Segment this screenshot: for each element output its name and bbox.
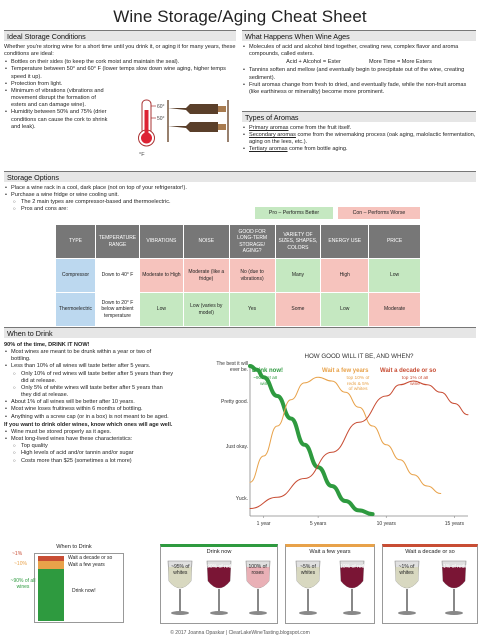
wine-glass (202, 559, 236, 617)
table-header: TEMPERATURE RANGE (95, 225, 139, 259)
bars-label-decade: Wait a decade or so (68, 555, 113, 561)
wine-glass (291, 559, 325, 617)
aging-formulas (242, 58, 476, 67)
aging-item: • Tannins soften and mellow (and eventually begin to precipitate out of the wine, creating sediment). (242, 67, 476, 81)
y-tick-label-box (212, 361, 248, 375)
bars-pct-10: ~10% (14, 561, 27, 567)
ideal-item: • Humidity between 50% and 75% (drier conditions can cause the cork to shrink and leak). (4, 109, 116, 130)
drink-item: • Most wines are meant to be drunk within a year or two of bottling. (4, 349, 154, 363)
drink-subitem: ○ Top quality (4, 443, 210, 450)
table-cell: Many (275, 259, 321, 293)
table-header: GOOD FOR LONG-TERM STORAGE/ AGING? (229, 225, 275, 259)
drink-item: • Anything with a screw cap (or in a box) is not meant to be aged. (4, 414, 204, 421)
glass-label: 100% of roses (248, 564, 267, 576)
y-tick-label: The best it will ever be. (216, 361, 248, 373)
wine-glass (335, 559, 369, 617)
table-cell: Yes (229, 293, 275, 327)
y-tick-label-box (212, 496, 248, 510)
bars-label-few: Wait a few years (68, 562, 105, 568)
chart-annotation: Wait a decade or so (380, 368, 437, 374)
glass-label: ~5% of whites (300, 564, 316, 576)
table-row-label: Compressor (56, 259, 96, 293)
chart-title: HOW GOOD WILL IT BE, AND WHEN? (304, 353, 414, 360)
drink-item: • About 1% of all wines will be better after 10 years. (4, 399, 210, 406)
when-to-drink-bars (4, 544, 126, 624)
section-heading-aromas: Types of Aromas (242, 111, 476, 122)
aging-curve-chart (212, 340, 478, 540)
drink-lead-2: If you want to drink older wines, know which ones will age well. (4, 421, 173, 428)
wine-glass (390, 559, 424, 617)
aromas-section (242, 125, 476, 154)
wine-glass (163, 559, 197, 617)
table-cell: Low (139, 293, 183, 327)
table-header: VARIETY OF SIZES, SHAPES, COLORS (275, 225, 321, 259)
table-cell: Some (275, 293, 321, 327)
x-tick-label: 10 years (376, 521, 396, 527)
table-cell: Moderate (like a fridge) (183, 259, 229, 293)
wine-glass (437, 559, 471, 617)
bars-title: When to Drink (56, 544, 92, 550)
thermo-unit: °F (139, 152, 145, 158)
chart-annotation-box (346, 376, 370, 402)
bar-now (38, 569, 64, 621)
fridge-comparison-table (55, 224, 421, 327)
drink-item: • Less than 10% of all wines will taste better after 5 years. (4, 363, 210, 370)
table-cell: Low (321, 293, 369, 327)
table-cell: No (due to vibrations) (229, 259, 275, 293)
section-heading-drink: When to Drink (4, 327, 476, 338)
table-cell: Moderate to High (139, 259, 183, 293)
section-heading-ideal: Ideal Storage Conditions (4, 30, 236, 41)
chart-annotation-box (398, 376, 432, 402)
panel-title: Drink now (206, 549, 232, 555)
bar-few-years (38, 561, 64, 569)
drink-subitem: ○ Only 10% of red wines will taste better after 5 years than they did at release. (4, 371, 174, 385)
panel-title: Wait a few years (309, 549, 351, 555)
ideal-item: • Protection from light. (4, 81, 236, 88)
ideal-intro: Whether you're storing wine for a short time until you drink it, or aging it for many years, these conditions are ideal: (4, 44, 236, 58)
options-subitem: ○ Pros and cons are: (4, 206, 304, 213)
thermo-label-60: 60° (157, 104, 165, 110)
thermometer-bottle-illustration (128, 98, 236, 160)
aroma-item-tertiary: • Tertiary aromas come from bottle aging. (242, 146, 476, 153)
table-cell: High (321, 259, 369, 293)
drink-section (4, 342, 210, 465)
panel (382, 544, 478, 624)
y-tick-label-box (212, 444, 248, 458)
formula-ester: Acid + Alcohol = Ester (286, 59, 341, 66)
section-heading-options: Storage Options (4, 171, 476, 182)
drink-item: • Most wine loses fruitiness within 6 months of bottling. (4, 406, 210, 413)
glass-label: ~95% of whites (171, 564, 190, 576)
table-cell: Down to 20° F below ambient temperature (95, 293, 139, 327)
formula-time: More Time = More Esters (368, 59, 432, 66)
drink-subitem: ○ Costs more than $25 (sometimes a lot more) (4, 458, 210, 465)
y-tick-label-box (212, 399, 248, 413)
panel (285, 544, 375, 624)
page-title: Wine Storage/Aging Cheat Sheet (113, 7, 367, 26)
glass-label: ~1% of whites (398, 564, 415, 576)
chart-annotation: Wait a few years (322, 368, 369, 374)
bars-pct-90: ~90% of all wines (10, 578, 36, 591)
glass-row (286, 559, 374, 617)
aging-item: • Fruit aromas change from fresh to dried, and eventually fade, while the non-fruit aromas (like earthiness or minerality) become more prominent. (242, 82, 476, 96)
glass-label: ~90% of reds (204, 564, 234, 571)
chart-annotation: top 10% of reds & 5% of whites (346, 376, 370, 393)
glass-label: ~1% of reds (440, 564, 467, 571)
table-row (56, 293, 421, 327)
legend-con: Con – Performs Worse (338, 207, 420, 219)
glass-label: ~10% of reds (337, 564, 367, 571)
chart-annotation: top 1% of all wine (401, 376, 429, 387)
wine-glass (241, 559, 275, 617)
glass-panels (160, 542, 478, 626)
drink-item: • Most long-lived wines have these characteristics: (4, 436, 210, 443)
glass-row (161, 559, 277, 617)
table-header: ENERGY USE (321, 225, 369, 259)
aging-item: • Molecules of acid and alcohol bind together, creating new, complex flavor and aroma compounds, called esters. (242, 44, 476, 58)
options-subitem: ○ The 2 main types are compressor-based and thermoelectric. (4, 199, 304, 206)
table-header: VIBRATIONS (139, 225, 183, 259)
table-cell: Low (369, 259, 421, 293)
y-tick-label: Just okay. (225, 443, 248, 450)
y-tick-label: Pretty good. (221, 398, 248, 405)
table-header: TYPE (56, 225, 96, 259)
drink-item: • Wine must be stored properly as it ages. (4, 429, 210, 436)
ideal-item: • Minimum of vibrations (vibrations and movement disrupt the formation of esters and can damage wine). (4, 88, 104, 109)
x-tick-label: 15 years (444, 521, 464, 527)
thermo-label-50: 50° (157, 116, 165, 122)
y-tick-label: Yuck. (235, 496, 248, 502)
drink-subitem: ○ High levels of acid and/or tannin and/or sugar (4, 450, 210, 457)
aroma-item-secondary: • Secondary aromas come from the winemaking process (oak aging, malolactic fermentation, aging on the lees, etc.). (242, 132, 476, 146)
section-heading-aging: What Happens When Wine Ages (242, 30, 476, 41)
ideal-item: • Bottles on their sides (to keep the cork moist and maintain the seal). (4, 59, 236, 66)
x-tick-label: 5 years (309, 521, 327, 527)
bars-pct-1: ~1% (12, 551, 23, 557)
footer: © 2017 Joanna Opaskar | ClearLakeWineTasting.blogspot.com (170, 630, 310, 636)
table-header-row (56, 225, 421, 259)
glass-row (383, 559, 477, 617)
table-row-label: Thermoelectric (56, 293, 96, 327)
table-header: PRICE (369, 225, 421, 259)
aging-section (242, 44, 476, 96)
bars-label-now: Drink now! (72, 588, 96, 594)
ideal-item: • Temperature between 50° and 60° F (lower temps slow down wine aging, higher temps speed it up). (4, 66, 236, 80)
table-row (56, 259, 421, 293)
table-header: NOISE (183, 225, 229, 259)
table-cell: Low (varies by model) (183, 293, 229, 327)
chart-annotation: ~90% of all wine (253, 376, 277, 387)
x-tick-label: 1 year (256, 521, 271, 527)
chart-annotation-box (252, 376, 278, 402)
chart-annotation: Drink now! (252, 368, 283, 374)
panel (160, 544, 278, 624)
options-item: • Place a wine rack in a cool, dark place (not on top of your refrigerator!). (4, 185, 304, 192)
drink-subitem: ○ Only 5% of white wines will taste better after 5 years than they did at release. (4, 385, 174, 399)
table-cell: Down to 40° F (95, 259, 139, 293)
table-cell: Moderate (369, 293, 421, 327)
panel-title: Wait a decade or so (405, 549, 455, 555)
bottle-icon (168, 100, 228, 142)
drink-lead: 90% of the time, DRINK IT NOW! (4, 342, 90, 348)
aroma-item-primary: • Primary aromas come from the fruit itself. (242, 125, 476, 132)
legend-pro: Pro – Performs Better (255, 207, 333, 219)
options-item: • Purchase a wine fridge or wine cooling unit. (4, 192, 304, 199)
